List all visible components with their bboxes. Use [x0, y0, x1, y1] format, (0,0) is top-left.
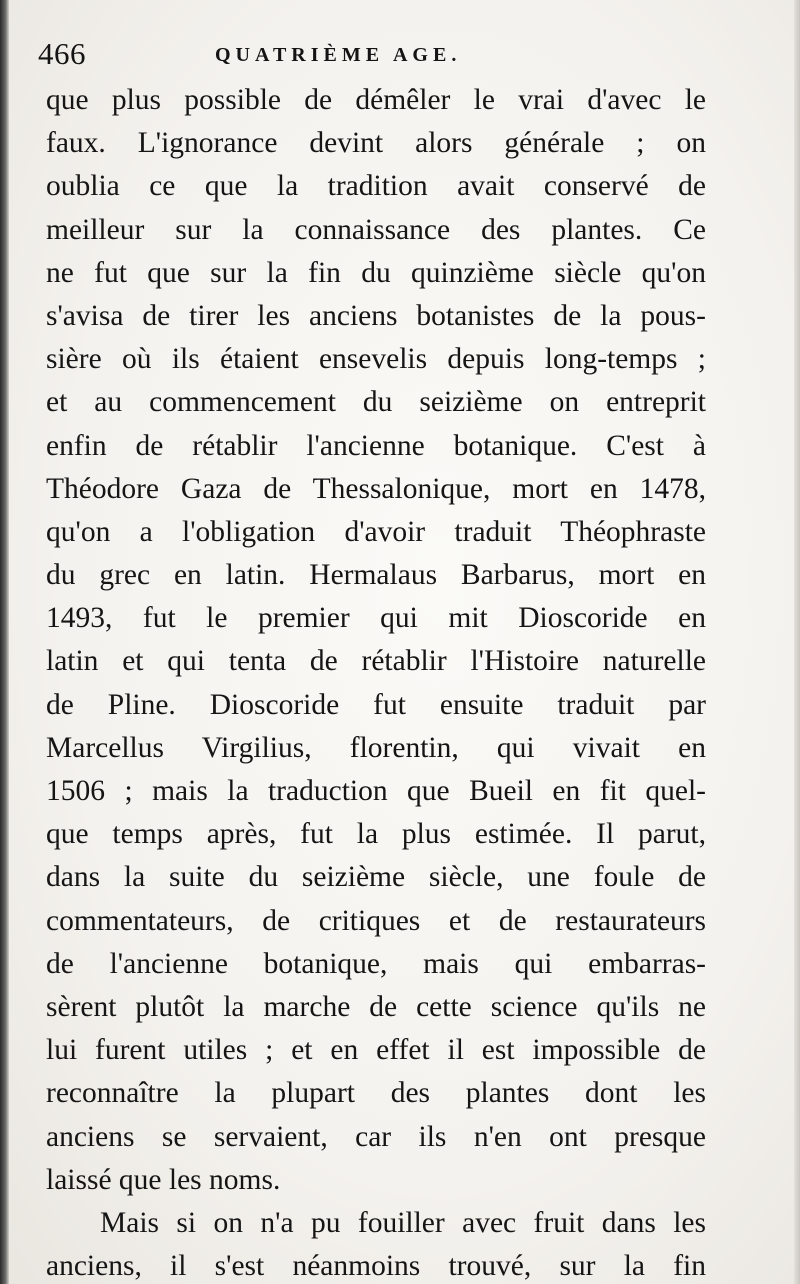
- text-line: qu'on a l'obligation d'avoir traduit Théophraste: [46, 515, 706, 548]
- text-line: meilleur sur la connaissance des plantes. Ce: [46, 213, 706, 246]
- paragraph-end-line: laissé que les noms.: [46, 1163, 281, 1196]
- text-line: faux. L'ignorance devint alors générale ; on: [46, 127, 706, 160]
- text-line: s'avisa de tirer les anciens botanistes de la pous-: [46, 299, 706, 332]
- text-line: anciens se servaient, car ils n'en ont presque: [46, 1120, 706, 1153]
- body-text: [46, 79, 706, 1284]
- text-line: de Pline. Dioscoride fut ensuite traduit par: [46, 688, 706, 721]
- text-line: oublia ce que la tradition avait conservé de: [46, 170, 706, 203]
- text-line: latin et qui tenta de rétablir l'Histoire naturelle: [46, 645, 706, 678]
- text-line: Marcellus Virgilius, florentin, qui vivait en: [46, 731, 706, 764]
- text-line: sèrent plutôt la marche de cette science qu'ils ne: [46, 990, 706, 1023]
- text-line: ne fut que sur la fin du quinzième siècle qu'on: [46, 256, 706, 289]
- running-head: QUATRIÈME AGE.: [215, 44, 462, 66]
- text-line: commentateurs, de critiques et de restaurateurs: [46, 904, 706, 937]
- text-line: et au commencement du seizième on entreprit: [46, 386, 706, 419]
- text-line: lui furent utiles ; et en effet il est impossible de: [46, 1034, 706, 1067]
- text-line: dans la suite du seizième siècle, une foule de: [46, 861, 706, 894]
- text-line: sière où ils étaient ensevelis depuis long-temps ;: [46, 343, 706, 376]
- text-line: de l'ancienne botanique, mais qui embarras-: [46, 947, 706, 980]
- text-line: du grec en latin. Hermalaus Barbarus, mort en: [46, 559, 706, 592]
- text-line: que plus possible de démêler le vrai d'avec le: [46, 84, 706, 116]
- paragraph-start-line: Mais si on n'a pu fouiller avec fruit dans les: [100, 1206, 706, 1239]
- page-binding-shadow: [0, 0, 9, 1284]
- page-number: 466: [38, 36, 86, 71]
- text-line: 1493, fut le premier qui mit Dioscoride en: [46, 602, 706, 635]
- text-line: anciens, il s'est néanmoins trouvé, sur la fin: [46, 1250, 706, 1283]
- text-line: enfin de rétablir l'ancienne botanique. C'est à: [46, 429, 706, 462]
- text-line: Théodore Gaza de Thessalonique, mort en 1478,: [46, 472, 706, 505]
- page-edge: [794, 0, 800, 1284]
- text-line: reconnaître la plupart des plantes dont les: [46, 1077, 706, 1110]
- page-header: [38, 28, 538, 78]
- text-line: que temps après, fut la plus estimée. Il parut,: [46, 818, 706, 851]
- text-line: 1506 ; mais la traduction que Bueil en fit quel-: [46, 775, 706, 807]
